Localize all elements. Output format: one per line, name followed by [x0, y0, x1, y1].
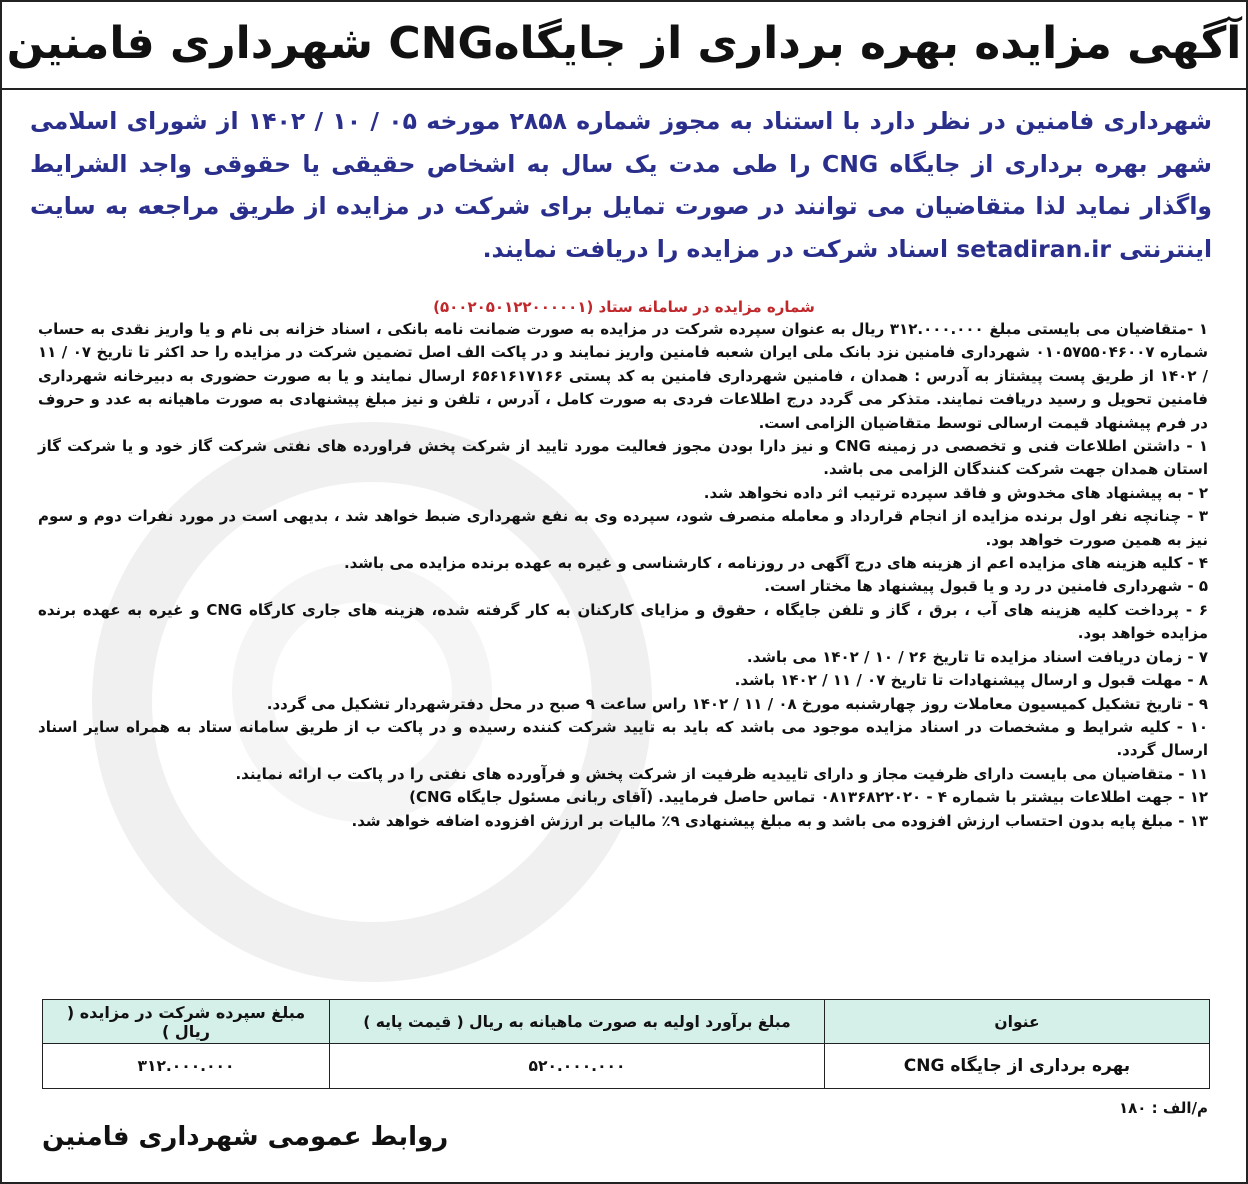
- terms-list: [2, 318, 1246, 833]
- term-item: ۸ - مهلت قبول و ارسال پیشنهادات تا تاریخ ۰۷ / ۱۱ / ۱۴۰۲ باشد.: [734, 671, 1208, 690]
- term-item: ۵ - شهرداری فامنین در رد و یا قبول پیشنهاد ها مختار است.: [764, 577, 1208, 596]
- header-deposit: مبلغ سپرده شرکت در مزایده ( ریال ): [43, 1000, 330, 1044]
- term-item: ۴ - کلیه هزینه های مزایده اعم از هزینه های درج آگهی در روزنامه ، کارشناسی و غیره به عهده برنده مزایده می باشد.: [343, 554, 1208, 573]
- term-item: ۱ -متقاضیان می بایستی مبلغ ۳۱۲.۰۰۰.۰۰۰ ریال به عنوان سپرده شرکت در مزایده به صورت ضمانت نامه بانکی ، اسناد خزانه بی نام و یا واریز نقدی به حساب شماره ۰۱۰۵۷۵۵۰۴۶۰۰۷ شهرداری فامنین نزد بانک ملی ایران شعبه فامنین واریز نمایند و در پاکت الف اصل تضمین شرکت در مزایده را حد اکثر تا تاریخ ۰۷ / ۱۱ / ۱۴۰۲ از طریق پست پیشتاز به آدرس : همدان ، فامنین شهرداری فامنین به کد پستی ۶۵۶۱۶۱۷۱۶۶ ارسال نمایند و یا به صورت حضوری به دبیرخانه شهرداری فامنین تحویل و رسید دریافت نمایند. متذکر می گردد درج اطلاعات فردی به صورت کامل ، آدرس ، تلفن و نیز مبلغ پیشنهادی به صورت ماهیانه به عدد و حروف در فرم پیشنهاد قیمت ارسالی توسط متقاضیان الزامی است.: [38, 320, 1208, 432]
- table-row: [43, 1044, 1210, 1089]
- notice-title: آگهی مزایده بهره برداری از جایگاهCNG شهرداری فامنین: [6, 18, 1242, 69]
- publication-code: م/الف : ۱۸۰: [1118, 1099, 1208, 1117]
- term-item: ۷ - زمان دریافت اسناد مزایده تا تاریخ ۲۶ / ۱۰ / ۱۴۰۲ می باشد.: [746, 647, 1208, 666]
- term-item: ۶ - پرداخت کلیه هزینه های آب ، برق ، گاز و تلفن جایگاه ، حقوق و مزایای کارکنان به کار گرفته شده، هزینه های جاری کارگاه CNG و غیره به عهده برنده مزایده خواهد بود.: [38, 600, 1208, 643]
- cell-base-price: ۵۲۰.۰۰۰.۰۰۰: [330, 1044, 825, 1089]
- term-item: ۳ - چنانچه نفر اول برنده مزایده از انجام قرارداد و معامله منصرف شود، سپرده وی به نفع شهرداری ضبط خواهد شد ، بدیهی است در مورد نفرات دوم و سوم نیز به همین صورت خواهد بود.: [38, 507, 1208, 549]
- signature: روابط عمومی شهرداری فامنین: [42, 1122, 449, 1152]
- cell-title: بهره برداری از جایگاه CNG: [825, 1044, 1210, 1089]
- bid-table: [42, 999, 1210, 1089]
- setad-reference: شماره مزایده در سامانه ستاد (۵۰۰۲۰۵۰۱۲۲۰۰۰۰۰۱): [433, 298, 815, 316]
- term-item: ۹ - تاریخ تشکیل کمیسیون معاملات روز چهارشنبه مورخ ۰۸ / ۱۱ / ۱۴۰۲ راس ساعت ۹ صبح در محل دفترشهردار تشکیل می گردد.: [266, 694, 1208, 713]
- header-base-price: مبلغ برآورد اولیه به صورت ماهیانه به ریال ( قیمت پایه ): [330, 1000, 825, 1044]
- term-item: ۱ - داشتن اطلاعات فنی و تخصصی در زمینه CNG و نیز دارا بودن مجوز فعالیت مورد تایید از شرکت پخش فراورده های نفتی شرکت گاز خود و یا شرکت گاز استان همدان جهت شرکت کنندگان الزامی می باشد.: [38, 437, 1208, 479]
- header-title: عنوان: [825, 1000, 1210, 1044]
- notice-content: [2, 12, 1246, 833]
- term-item: ۱۱ - متقاضیان می بایست دارای ظرفیت مجاز و دارای تاییدیه ظرفیت از شرکت پخش و فرآورده های نفتی را در پاکت ب ارائه نمایند.: [235, 764, 1208, 783]
- term-item: ۱۲ - جهت اطلاعات بیشتر با شماره ۴ - ۰۸۱۳۶۸۲۲۰۲۰ تماس حاصل فرمایید. (آقای ربانی مسئول جایگاه CNG): [409, 788, 1208, 807]
- term-item: ۱۰ - کلیه شرایط و مشخصات در اسناد مزایده موجود می باشد که باید به تایید شرکت کننده رسیده و در پاکت ب از طریق سامانه ستاد به همراه سایر اسناد ارسال گردد.: [38, 717, 1208, 760]
- intro-paragraph: شهرداری فامنین در نظر دارد با استناد به مجوز شماره ۲۸۵۸ مورخه ۰۵ / ۱۰ / ۱۴۰۲ از شورای اسلامی شهر بهره برداری از جایگاه CNG را طی مدت یک سال به اشخاص حقیقی یا حقوقی واجد الشرایط واگذار نماید لذا متقاضیان می توانند در صورت تمایل برای شرکت در مزایده از طریق مراجعه به سایت اینترنتی setadiran.ir اسناد شرکت در مزایده را دریافت نمایند.: [30, 107, 1213, 263]
- cell-deposit: ۳۱۲.۰۰۰.۰۰۰: [43, 1044, 330, 1089]
- term-item: ۲ - به پیشنهاد های مخدوش و فاقد سپرده ترتیب اثر داده نخواهد شد.: [703, 483, 1208, 502]
- table-header-row: [43, 1000, 1210, 1044]
- term-item: ۱۳ - مبلغ پایه بدون احتساب ارزش افزوده می باشد و به مبلغ پیشنهادی ۹٪ مالیات بر ارزش افزوده اضافه خواهد شد.: [351, 811, 1208, 830]
